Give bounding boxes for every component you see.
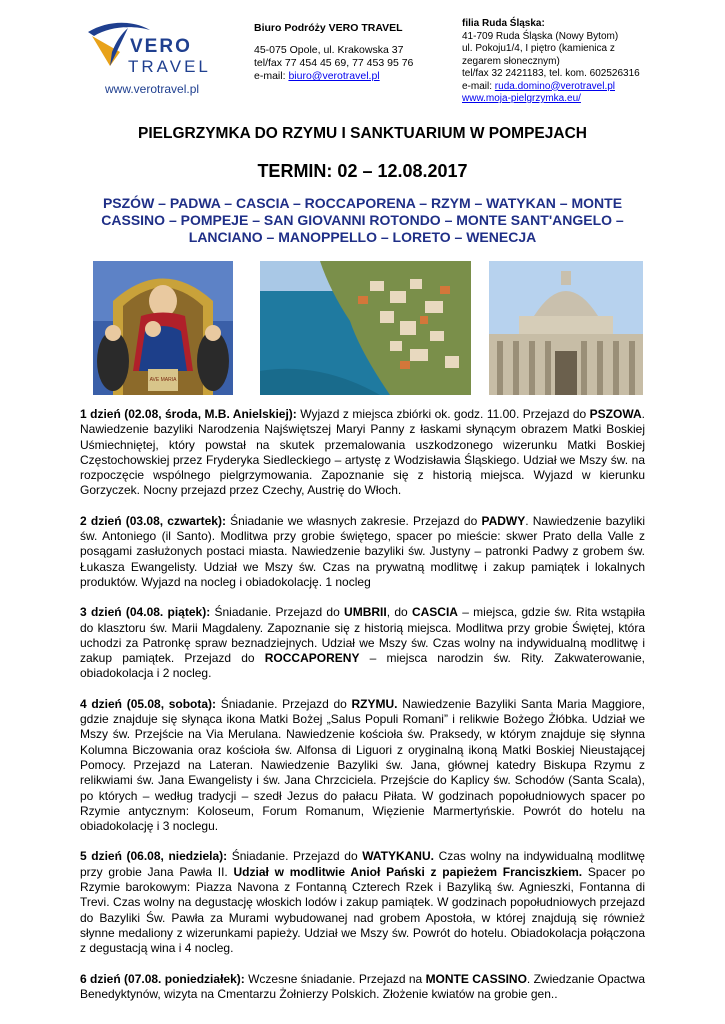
- branch-contact: [462, 18, 662, 106]
- day-text: Wczesne śniadanie. Przejazd na: [244, 971, 426, 986]
- day-text: Śniadanie. Przejazd do: [227, 849, 363, 864]
- day-highlight: 2 dzień (03.08, czwartek):: [80, 513, 226, 528]
- day-highlight: 5 dzień (06.08, niedziela):: [80, 849, 228, 864]
- basilica-dome-image: [489, 261, 643, 395]
- branch-line3: zegarem słonecznym): [462, 55, 560, 67]
- letterhead: [0, 0, 725, 112]
- route-list: [80, 195, 645, 246]
- itinerary: [80, 407, 645, 1017]
- branch-email-label: e-mail:: [462, 80, 495, 92]
- logo-word-travel: TRAVEL: [128, 57, 211, 76]
- trip-term: TERMIN: 02 – 12.08.2017: [257, 161, 468, 181]
- office-address: 45-075 Opole, ul. Krakowska 37: [254, 44, 404, 56]
- day-highlight: PADWY: [481, 513, 526, 528]
- day-text: Nawiedzenie Bazyliki Santa Maria Maggiore, gdzie znajduje się słynąca ikona Matki Bożej „Salus Populi Romani” i relikwie Bożego Żłóbka. Udział we Mszy św. Przejście na Via Merulana. Nawiedzenie kościoła św. Praksedy, w którym znajduje się słynna Kolumna Biczowania oraz kościoła św. Alfonsa di Liguori z oryginalną ikoną Matki Boskiej Nieustającej Pomocy. Przejazd na Lateran. Nawiedzenie Bazyliki św. Jana, głównej katedry Biskupa Rzymu z relikwiami św. Jana Ewangelisty i św. Jana Chrzciciela. Przejście do Kaplicy św. Schodów (Santa Scala), po których – według tradycji – szedł Jezus do pałacu Piłata. W godzinach popołudniowych spacer po Rzymie antycznym: Koloseum, Forum Romanum, Więzienie Marmertyńskie. Powrót do hotelu na obiadokolację i 3 noclegu.: [80, 696, 646, 834]
- vero-travel-logo: [88, 22, 218, 78]
- day-highlight: ROCCAPORENY: [264, 651, 360, 666]
- day-highlight: 3 dzień (04.08. piątek):: [80, 605, 211, 620]
- branch-phone: tel/fax 32 2421183, tel. kom. 602526316: [462, 68, 640, 79]
- day-text: Śniadanie. Przejazd do: [210, 605, 345, 620]
- day-paragraph: [80, 849, 645, 956]
- day-paragraph: [80, 605, 645, 681]
- office-contact: [254, 22, 413, 83]
- day-highlight: RZYMU.: [351, 696, 398, 711]
- route-line: CASSINO – POMPEJE – SAN GIOVANNI ROTONDO – MONTE SANT'ANGELO –: [101, 212, 624, 228]
- branch-line2: ul. Pokoju1/4, I piętro (kamienica z: [462, 43, 615, 54]
- day-paragraph: [80, 407, 645, 499]
- branch-name: filia Ruda Śląska:: [462, 18, 545, 29]
- photo-strip: [93, 261, 643, 395]
- day-text: Spacer po Rzymie barokowym: Piazza Navona z Fontanną Czterech Rzek i Bazyliką św. Agnieszki, Fontanna di Trevi. Czas wolny na degustację włoskich lodów i zakup pamiątek. W godzinach popołudniowych przejazd do Bazyliki Św. Pawła za Murami wybudowanej nad grobem Apostoła, w której znajdują się również słynne medaliony z wizerunkami papieży. Udział we Mszy św. Powrót do hotelu. Obiadokolacja połączona z degustacją wina i 4 nocleg.: [80, 864, 645, 956]
- coastal-town-image: [260, 261, 471, 395]
- route-line: PSZÓW – PADWA – CASCIA – ROCCAPORENA – RZYM – WATYKAN – MONTE: [102, 195, 623, 211]
- office-name: Biuro Podróży VERO TRAVEL: [254, 22, 403, 34]
- logo-word-vero: VERO: [130, 36, 192, 57]
- day-highlight: MONTE CASSINO: [425, 971, 527, 986]
- day-text: Śniadanie we własnych zakresie. Przejazd do: [225, 513, 482, 528]
- day-text: Czas wolny na indywidualną modlitwę przy grobie Jana Pawła II.: [80, 849, 645, 879]
- branch-website-link[interactable]: www.moja-pielgrzymka.eu/: [462, 93, 581, 104]
- branch-line1: 41-709 Ruda Śląska (Nowy Bytom): [462, 30, 619, 42]
- day-highlight: 6 dzień (07.08. poniedziałek):: [80, 971, 245, 986]
- day-highlight: PSZOWA: [589, 407, 642, 421]
- day-paragraph: [80, 972, 645, 1003]
- route-line: LANCIANO – MANOPPELLO – LORETO – WENECJA: [188, 229, 537, 245]
- day-paragraph: [80, 514, 645, 590]
- painting-caption: AVE MARIA: [149, 377, 177, 383]
- day-highlight: UMBRII: [344, 605, 387, 620]
- day-text: Wyjazd z miejsca zbiórki ok. godz. 11.00. Przejazd do: [296, 407, 590, 421]
- office-phone: tel/fax 77 454 45 69, 77 453 95 76: [254, 57, 414, 69]
- day-text: – miejsca, gdzie św. Rita wstąpiła do klasztoru św. Marii Magdaleny. Zapoznanie się z historią miejsca. Modlitwa przy grobie Świętej, która uchodzi za Patronkę spraw beznadziejnych. Udział we Mszy św. Czas wolny na indywidualną modlitwę i zakup pamiątek. Przejazd do: [80, 605, 645, 666]
- day-highlight: 1 dzień (02.08, środa, M.B. Anielskiej):: [80, 407, 297, 421]
- day-highlight: Udział w modlitwie Anioł Pański z papieżem Franciszkiem.: [233, 864, 583, 879]
- day-text: , do: [386, 605, 412, 620]
- day-text: . Nawiedzenie bazyliki św. Antoniego (il Santo). Modlitwa przy grobie świętego, spacer po mieście: skwer Prato della Valle z posągami zasłużonych postaci miasta. Nawiedzenie bazyliki św. Justyny – patronki Padwy z grobem św. Łukasza Ewangelisty. Udział we Mszy św. Czas na prywatną modlitwę i zakup pamiątek i lokalnych produktów. Wyjazd na nocleg i obiadokolację. 1 nocleg: [80, 513, 646, 589]
- day-text: . Zwiedzanie Opactwa Benedyktynów, wizyta na Cmentarzu Żołnierzy Polskich. Złożenie kwiatów na grobie gen..: [80, 971, 645, 1001]
- day-text: – miejsca narodzin św. Rity. Zakwaterowanie, obiadokolacja i 2 nocleg.: [80, 651, 646, 681]
- day-highlight: WATYKANU.: [362, 849, 434, 864]
- day-highlight: 4 dzień (05.08, sobota):: [80, 696, 217, 711]
- branch-email-line: [462, 81, 662, 94]
- day-text: Śniadanie. Przejazd do: [216, 696, 352, 711]
- office-email-link[interactable]: biuro@verotravel.pl: [288, 70, 380, 82]
- day-text: . Nawiedzenie bazyliki Narodzenia Najświętszej Maryi Panny z łaskami słynącym obrazem Matki Boskiej Uśmiechniętej, który powstał na skutek przemalowania uszkodzonego wizerunku Matki Boskiej Częstochowskiej przez Fryderyka Siedleckiego – artystę z Wodzisławia Śląskiego. Udział we Mszy św. na rozpoczęcie wspólnego pielgrzymowania. Zapoznanie się z historią miejsca. Wyjazd w kierunku Gorzyczek. Nocny przejazd przez Czechy, Austrię do Włoch.: [80, 407, 646, 498]
- office-email-line: [254, 70, 413, 83]
- office-email-label: e-mail:: [254, 70, 289, 82]
- document-title: PIELGRZYMKA DO RZYMU I SANKTUARIUM W POMPEJACH: [138, 125, 587, 142]
- branch-email-link[interactable]: ruda.domino@verotravel.pl: [494, 80, 616, 92]
- madonna-painting-image: [93, 261, 233, 395]
- logo-website[interactable]: www.verotravel.pl: [105, 82, 200, 96]
- day-paragraph: [80, 697, 645, 835]
- day-highlight: CASCIA: [411, 605, 458, 620]
